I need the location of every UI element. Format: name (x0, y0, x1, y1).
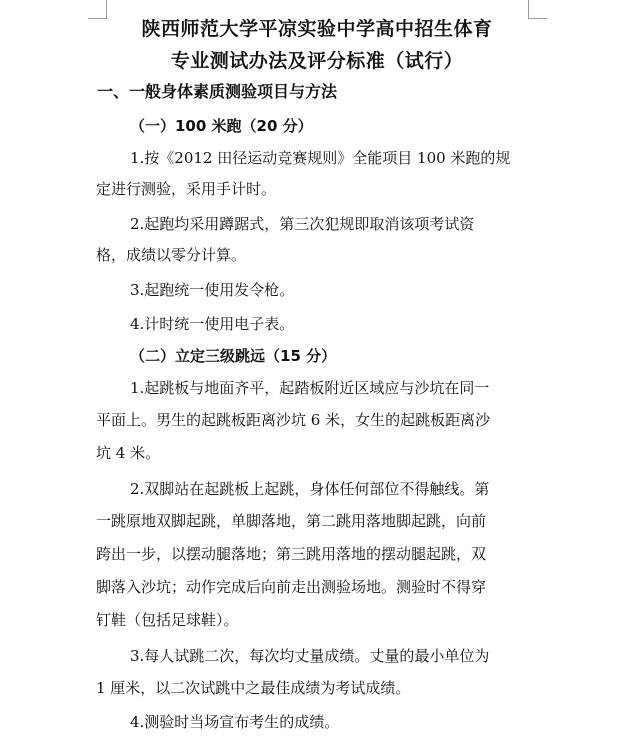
subsection-heading-triple-jump: （二）立定三级跳远（15 分） (130, 347, 337, 365)
paragraph-line: 2.起跑均采用蹲踞式，第三次犯规即取消该项考试资 (130, 215, 475, 233)
paragraph-line: 坑 4 米。 (96, 444, 161, 462)
paragraph-line: 一跳原地双脚起跳，单脚落地，第二跳用落地脚起跳，向前 (96, 512, 487, 530)
paragraph-line: 3.每人试跳二次，每次均丈量成绩。丈量的最小单位为 (130, 647, 490, 665)
paragraph-line: 2.双脚站在起跳板上起跳，身体任何部位不得触线。第 (130, 480, 490, 498)
paragraph-line: 1.按《2012 田径运动竞赛规则》全能项目 100 米跑的规 (130, 149, 511, 167)
section-heading: 一、一般身体素质测验项目与方法 (97, 82, 338, 101)
document-title-line-2: 专业测试办法及评分标准（试行） (170, 50, 464, 72)
paragraph-line: 1.起跳板与地面齐平，起踏板附近区域应与沙坑在同一 (130, 379, 490, 397)
paragraph-line: 钉鞋（包括足球鞋）。 (96, 611, 239, 629)
paragraph-line: 平面上。男生的起跳板距离沙坑 6 米，女生的起跳板距离沙 (96, 411, 491, 429)
paragraph-line: 脚落入沙坑；动作完成后向前走出测验场地。测验时不得穿 (96, 578, 487, 596)
paragraph-line: 跨出一步，以摆动腿落地；第三跳用落地的摆动腿起跳，双 (96, 545, 487, 563)
paragraph-line: 4.计时统一使用电子表。 (130, 315, 295, 333)
paragraph-line: 格，成绩以零分计算。 (96, 246, 247, 264)
subsection-heading-100m: （一）100 米跑（20 分） (130, 117, 313, 135)
paragraph-line: 4.测验时当场宣布考生的成绩。 (130, 713, 340, 731)
paragraph-line: 3.起跑统一使用发令枪。 (130, 281, 295, 299)
document-title-line-1: 陕西师范大学平凉实验中学高中招生体育 (141, 18, 493, 40)
paragraph-line: 1 厘米，以二次试跳中之最佳成绩为考试成绩。 (96, 679, 411, 697)
paragraph-line: 定进行测验，采用手计时。 (96, 180, 277, 198)
